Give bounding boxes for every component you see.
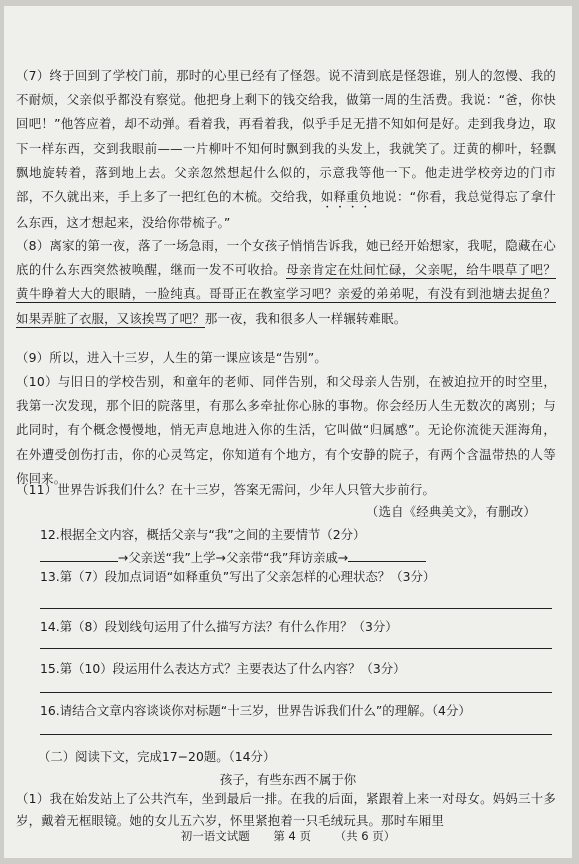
section-2-title: 孩子，有些东西不属于你: [219, 772, 357, 787]
footer-page: 第 4 页: [273, 829, 311, 843]
p7-text-2: 地说：“你看，我总觉得忘了拿什么东西，这才想起来，没给你带梳子。”: [16, 189, 556, 231]
paragraph-11: [16, 478, 556, 502]
answer-line-15[interactable]: [40, 692, 552, 693]
emphasized-word: 如释重负: [320, 189, 372, 205]
question-12-chain: [40, 549, 550, 567]
page-footer: [4, 828, 572, 844]
p7-quote: “爸，你快回吧！”他答应着，却不动弹。看着我，再看着我，似乎手足无措不知如何是好。走到我身边，取下一样东西，交到我眼前——一片柳叶不知何时飘到我的头发上，我就笑了。迂黄的柳叶，轻飘飘地旋转着，落到地上去。父亲忽然想起什么似的，示意我等他一下。他走进学校旁边的门市部，不久就出来，手上多了一把红色的木梳。交给我，: [16, 92, 556, 205]
exam-page: [4, 6, 572, 858]
p8-text-1: （8）离家的第一夜，落了一场急雨，一个女孩子悄悄告诉我，她已经开始想家，我呢，隐藏在心底的什么东西突然被唤醒，继而一发不可收拾。: [16, 238, 556, 278]
section-2-paragraph-1: （1）我在始发站上了公共汽车，坐到最后一排。在我的后面，紧跟着上来一对母女。妈妈三十多岁，戴着无框眼镜。她的女儿五六岁，怀里紧抱着一只毛绒玩具。那时车厢里: [16, 791, 556, 828]
p10-text: （10）与旧日的学校告别，和童年的老师、同伴告别，和父母亲人告别，在被迫拉开的时空里，我第一次发现，那个旧的院落里，有那么多牵扯你心脉的事物。你会经历人生无数次的离别；与此同时，有个概念慢慢地，悄无声息地进入你的生活，它叫做“归属感”。无论你流徙天涯海角，在外遭受创伤打击，你的心灵笃定，你知道有个地方，有个安静的院子，有两个含温带热的人等你回来。: [16, 374, 556, 486]
p7-text-1: （7）终于回到了学校门前，那时的心里已经有了怪怨。说不清到底是怪怨谁，别人的忽慢、我的不耐烦，父亲似乎都没有察觉。他把身上剩下的钱交给我，做第一周的生活费。我说：: [16, 68, 556, 108]
question-16: 16.请结合文章内容谈谈你对标题“十三岁，世界告诉我们什么”的理解。（4分）: [40, 703, 471, 718]
paragraph-9: [16, 346, 556, 370]
underlined-sentence: 母亲肯定在灶间忙碌，父亲呢，给牛喂草了吧？黄牛睁着大大的眼睛，一脸纯真。哥哥正在教室学习吧？亲爱的弟弟呢，有没有到池塘去捉鱼？如果弄脏了衣服，又该挨骂了吧？: [16, 262, 557, 326]
footer-total: （共 6 页）: [334, 829, 396, 843]
paragraph-10: [16, 370, 556, 491]
p8-text-2: 那一夜，我和很多人一样辗转难眠。: [204, 310, 407, 326]
paragraph-7: [16, 64, 556, 235]
answer-line-16[interactable]: [40, 734, 552, 735]
p11-text: （11）世界告诉我们什么？在十三岁，答案无需问，少年人只管大步前行。: [16, 482, 436, 497]
question-15: 15.第（10）段运用什么表达方式？主要表达了什么内容？（3分）: [40, 661, 406, 676]
question-14: 14.第（8）段划线句运用了什么描写方法？有什么作用？（3分）: [40, 619, 398, 634]
question-12: 12.根据全文内容，概括父亲与“我”之间的主要情节（2分）: [40, 527, 366, 542]
answer-line-13[interactable]: [40, 608, 552, 609]
section-2-heading: （二）阅读下文，完成17−20题。（14分）: [38, 749, 276, 764]
question-12-chain-text: →父亲送“我”上学→父亲带“我”拜访亲戚→: [118, 550, 349, 565]
answer-blank-2[interactable]: [348, 549, 426, 562]
paragraph-8: [16, 234, 556, 331]
source-note: （选自《经典美文》，有删改）: [365, 504, 536, 519]
answer-line-14[interactable]: [40, 648, 552, 649]
footer-subject: 初一语文试题: [180, 829, 250, 843]
p9-text: （9）所以，进入十三岁，人生的第一课应该是“告别”。: [16, 350, 327, 365]
answer-blank-1[interactable]: [40, 549, 118, 562]
question-13: 13.第（7）段加点词语“如释重负”写出了父亲怎样的心理状态？（3分）: [40, 569, 436, 584]
